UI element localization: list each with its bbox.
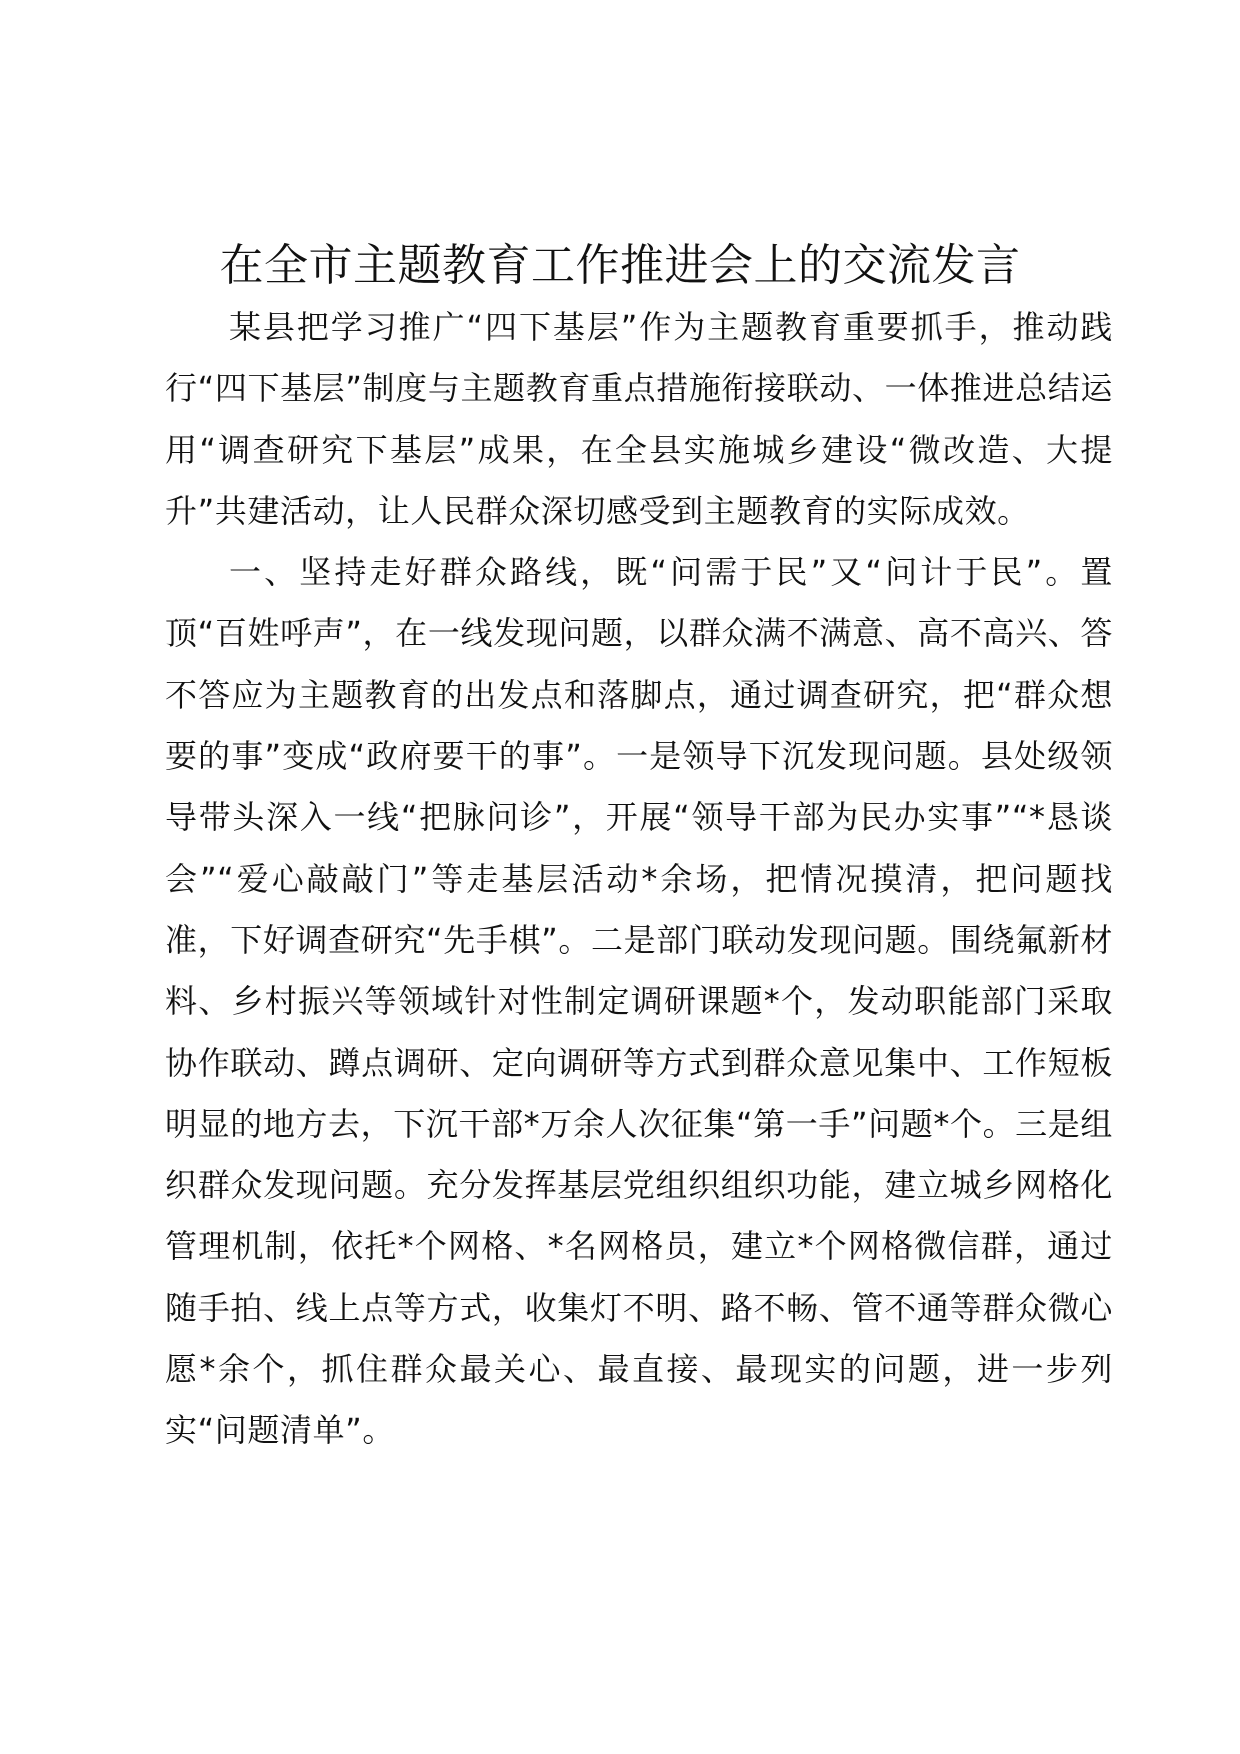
section-one-paragraph: 一、坚持走好群众路线，既“问需于民”又“问计于民”。置顶“百姓呼声”，在一线发现问题，以群众满不满意、高不高兴、答不答应为主题教育的出发点和落脚点，通过调查研究，把“群众想要的事”变成“政府要干的事”。一是领导下沉发现问题。县处级领导带头深入一线“把脉问诊”，开展“领导干部为民办实事”“*恳谈会”“爱心敲敲门”等走基层活动*余场，把情况摸清，把问题找准，下好调查研究“先手棋”。二是部门联动发现问题。围绕氟新材料、乡村振兴等领域针对性制定调研课题*个，发动职能部门采取协作联动、蹲点调研、定向调研等方式到群众意见集中、工作短板明显的地方去，下沉干部*万余人次征集“第一手”问题*个。三是组织群众发现问题。充分发挥基层党组织组织功能，建立城乡网格化管理机制，依托*个网格、*名网格员，建立*个网格微信群，通过随手拍、线上点等方式，收集灯不明、路不畅、管不通等群众微心愿*余个，抓住群众最关心、最直接、最现实的问题，进一步列实“问题清单”。 [165, 553, 1113, 1450]
document-title: 在全市主题教育工作推进会上的交流发言 [219, 240, 1021, 291]
intro-paragraph: 某县把学习推广“四下基层”作为主题教育重要抓手，推动践行“四下基层”制度与主题教育重点措施衔接联动、一体推进总结运用“调查研究下基层”成果，在全县实施城乡建设“微改造、大提升”共建活动，让人民群众深切感受到主题教育的实际成效。 [165, 308, 1113, 530]
document-body [165, 297, 1113, 1462]
